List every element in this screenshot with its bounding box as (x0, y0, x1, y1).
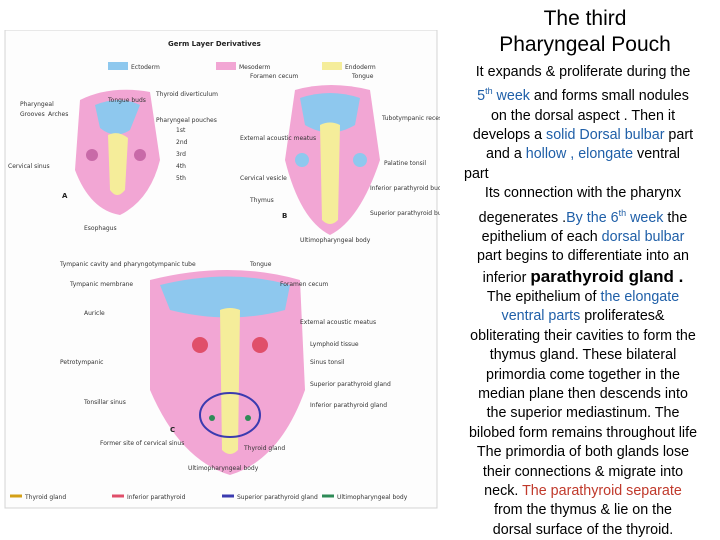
label-c-10: Tonsillar sinus (84, 399, 126, 406)
label-c-7: Petrotympanic (60, 359, 104, 366)
label-c-5: External acoustic meatus (300, 319, 377, 326)
label-a-1: Grooves (20, 111, 45, 118)
label-b-1: Tongue (352, 73, 374, 80)
label-c-6: Lymphoid tissue (310, 341, 359, 348)
text-line: Its connection with the pharynx (484, 185, 682, 202)
label-a-3: Tongue buds (108, 97, 146, 104)
panel-letter-b: B (282, 212, 288, 220)
label-b-6: Thymus (250, 197, 274, 204)
label-a-4: Thyroid diverticulum (156, 91, 219, 98)
text-line: 5th week and forms small nodules (477, 86, 689, 105)
panel-letter-c: C (170, 426, 176, 434)
text-line: obliterating their cavities to form the (470, 327, 696, 344)
text-line: The primordia of both glands lose (476, 444, 690, 461)
legend-mesoderm: Mesoderm (239, 64, 271, 71)
title-line-2: Pharyngeal Pouch (499, 33, 671, 56)
text-line: on the dorsal aspect . Then it (490, 107, 676, 124)
label-c-11: Inferior parathyroid gland (310, 402, 388, 409)
text-line: and a hollow , elongate ventral (486, 146, 680, 163)
label-c-8: Sinus tonsil (310, 359, 345, 366)
label-b-5: Cervical vesicle (240, 175, 287, 182)
label-b-8: Superior parathyroid bu (370, 210, 440, 217)
label-a-2: Arches (48, 111, 69, 118)
bottom-legend-3: Ultimopharyngeal body (337, 494, 408, 501)
legend-endoderm: Endoderm (345, 64, 376, 71)
bottom-legend-1: Inferior parathyroid (127, 494, 186, 501)
label-b-4: Palatine tonsil (384, 160, 427, 167)
text-line: degenerates .By the 6th week the (478, 207, 688, 226)
legend-swatch-ectoderm (108, 62, 128, 70)
label-c-13: Thyroid gland (244, 445, 286, 452)
bottom-legend-0: Thyroid gland (25, 494, 67, 501)
label-a-12: Esophagus (84, 225, 117, 232)
legend-swatch-endoderm (322, 62, 342, 70)
text-line: part begins to differentiate into an (477, 248, 689, 265)
label-a-8: 3rd (176, 151, 186, 158)
panel-letter-a: A (62, 192, 68, 200)
label-a-11: Cervical sinus (8, 163, 50, 170)
label-b-3: External acoustic meatus (240, 135, 317, 142)
label-c-3: Foramen cecum (280, 281, 329, 288)
label-a-5: Pharyngeal pouches (156, 117, 217, 124)
figure-header: Germ Layer Derivatives (168, 40, 261, 48)
label-b-9: Ultimopharyngeal body (300, 237, 371, 244)
text-line: the superior mediastinum. The (486, 405, 680, 422)
text-line: epithelium of each dorsal bulbar (481, 228, 685, 245)
label-a-6: 1st (176, 127, 186, 134)
title-line-1: The third (543, 7, 627, 30)
text-line: dorsal surface of the thyroid. (492, 521, 674, 538)
text-line: thymus gland. These bilateral (489, 347, 677, 364)
text-line: The epithelium of the elongate (486, 289, 680, 305)
label-c-14: Ultimopharyngeal body (188, 465, 259, 472)
bottom-legend-2: Superior parathyroid gland (237, 494, 318, 501)
label-b-2: Tubotympanic recess (382, 115, 440, 122)
figure-illustration (0, 30, 440, 510)
slide-body-text (446, 63, 720, 540)
text-line: bilobed form remains throughout life (468, 424, 698, 441)
label-b-0: Foramen cecum (250, 73, 299, 80)
label-a-10: 5th (176, 175, 186, 182)
legend-ectoderm: Ectoderm (131, 64, 160, 71)
text-line: ventral parts proliferates& (501, 308, 665, 325)
text-line: primordia come together in the (486, 366, 680, 383)
label-c-4: Auricle (84, 310, 105, 317)
label-c-1: Tongue (250, 261, 272, 268)
text-line: their connections & migrate into (482, 463, 684, 480)
label-a-9: 4th (176, 163, 186, 170)
label-c-12: Former site of cervical sinus (100, 440, 185, 447)
label-c-0: Tympanic cavity and pharyngotympanic tube (60, 261, 196, 268)
text-line: inferior parathyroid gland . (482, 266, 684, 286)
text-line: It expands & proliferate during the (475, 64, 691, 80)
text-line: part (464, 165, 489, 182)
label-a-7: 2nd (176, 139, 188, 146)
text-line: from the thymus & lie on the (494, 502, 672, 519)
pharyngeal-pouch-figure (0, 30, 440, 510)
text-line: median plane then descends into (478, 386, 688, 403)
label-c-2: Tympanic membrane (70, 281, 134, 288)
label-a-0: Pharyngeal (20, 101, 54, 108)
label-c-9: Superior parathyroid gland (310, 381, 391, 388)
legend-swatch-mesoderm (216, 62, 236, 70)
slide-title (450, 6, 720, 58)
text-line: neck. The parathyroid separate (484, 483, 682, 500)
label-b-7: Inferior parathyroid bud (370, 185, 440, 192)
text-line: develops a solid Dorsal bulbar part (472, 126, 694, 143)
